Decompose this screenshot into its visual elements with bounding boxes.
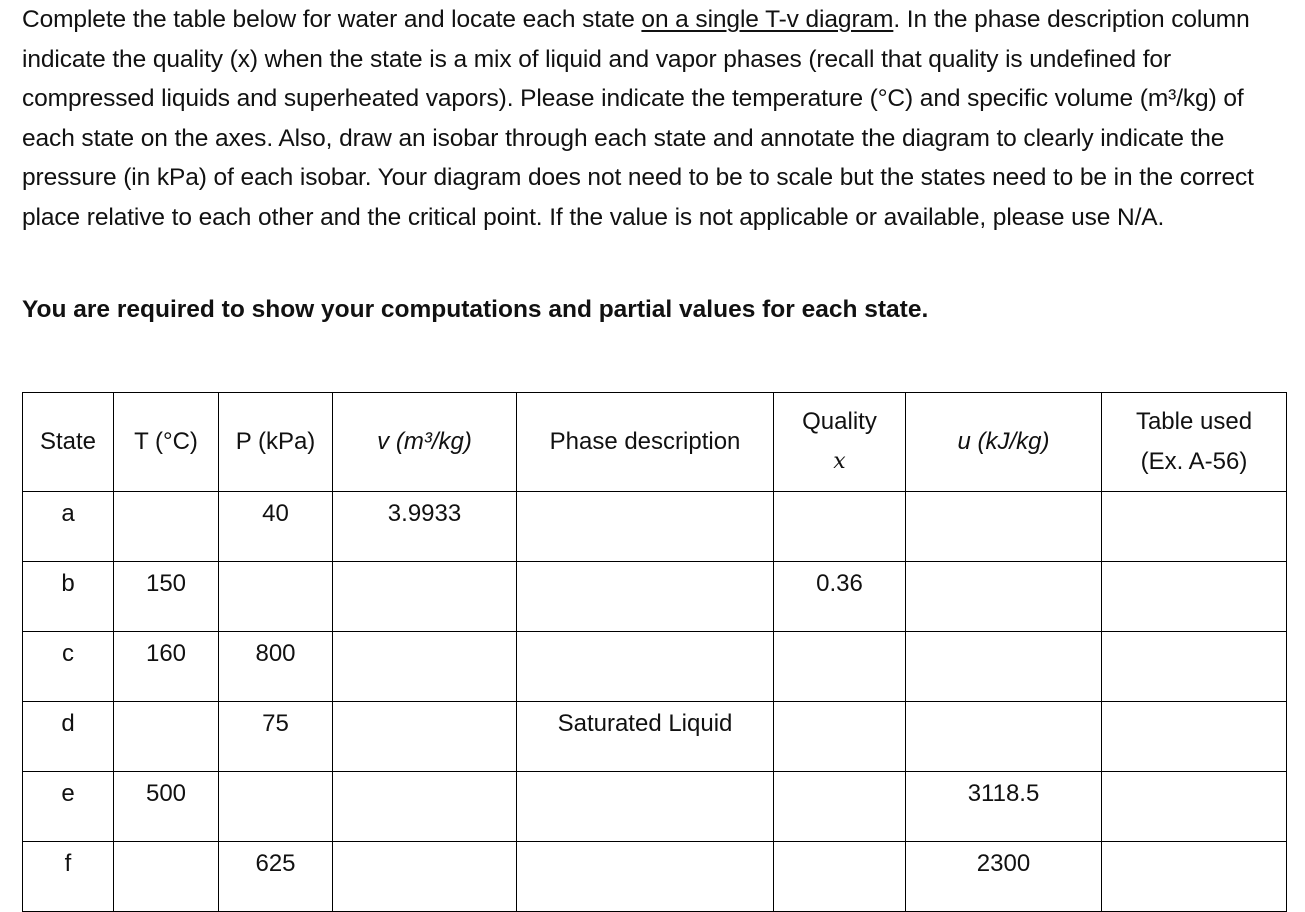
pressure-cell[interactable]: 625 — [219, 842, 333, 912]
quality-cell[interactable] — [774, 842, 906, 912]
table-row — [23, 492, 1287, 562]
quality-cell[interactable] — [774, 632, 906, 702]
table-used-cell[interactable] — [1102, 842, 1287, 912]
pressure-cell[interactable] — [219, 562, 333, 632]
table-used-cell[interactable] — [1102, 562, 1287, 632]
state-table — [22, 392, 1287, 912]
pressure-cell[interactable]: 75 — [219, 702, 333, 772]
internal-energy-cell[interactable]: 3118.5 — [906, 772, 1102, 842]
table-used-cell[interactable] — [1102, 772, 1287, 842]
pressure-cell[interactable]: 40 — [219, 492, 333, 562]
header-state: State — [23, 393, 114, 492]
quality-cell[interactable] — [774, 702, 906, 772]
table-row — [23, 842, 1287, 912]
state-cell: a — [23, 492, 114, 562]
instructions-paragraph — [22, 0, 1292, 237]
specific-volume-cell[interactable] — [333, 562, 517, 632]
header-row — [23, 393, 1287, 492]
internal-energy-cell[interactable] — [906, 492, 1102, 562]
specific-volume-cell[interactable] — [333, 702, 517, 772]
temperature-cell[interactable] — [114, 842, 219, 912]
header-phase: Phase description — [517, 393, 774, 492]
quality-cell[interactable] — [774, 492, 906, 562]
table-row — [23, 772, 1287, 842]
state-cell: d — [23, 702, 114, 772]
internal-energy-cell[interactable] — [906, 632, 1102, 702]
quality-cell[interactable]: 0.36 — [774, 562, 906, 632]
header-pressure: P (kPa) — [219, 393, 333, 492]
state-cell: c — [23, 632, 114, 702]
pressure-cell[interactable] — [219, 772, 333, 842]
specific-volume-cell[interactable]: 3.9933 — [333, 492, 517, 562]
temperature-cell[interactable]: 160 — [114, 632, 219, 702]
header-table-used — [1102, 393, 1287, 492]
temperature-cell[interactable]: 150 — [114, 562, 219, 632]
phase-cell[interactable] — [517, 772, 774, 842]
header-specific-volume — [333, 393, 517, 492]
header-quality-line1: Quality — [802, 408, 877, 435]
state-cell: f — [23, 842, 114, 912]
header-specific-volume-label: v (m³/kg) — [377, 428, 472, 455]
temperature-cell[interactable]: 500 — [114, 772, 219, 842]
quality-cell[interactable] — [774, 772, 906, 842]
specific-volume-cell[interactable] — [333, 632, 517, 702]
table-used-cell[interactable] — [1102, 492, 1287, 562]
phase-cell[interactable] — [517, 492, 774, 562]
instructions-underlined: on a single T-v diagram — [641, 6, 894, 33]
state-cell: b — [23, 562, 114, 632]
temperature-cell[interactable] — [114, 492, 219, 562]
pressure-cell[interactable]: 800 — [219, 632, 333, 702]
header-internal-energy — [906, 393, 1102, 492]
instructions-part1: Complete the table below for water and locate each state — [22, 6, 642, 33]
specific-volume-cell[interactable] — [333, 842, 517, 912]
table-row — [23, 562, 1287, 632]
header-internal-energy-label: u (kJ/kg) — [957, 428, 1050, 455]
temperature-cell[interactable] — [114, 702, 219, 772]
table-used-cell[interactable] — [1102, 632, 1287, 702]
requirement-text: You are required to show your computations and partial values for each state. — [22, 296, 929, 323]
phase-cell[interactable]: Saturated Liquid — [517, 702, 774, 772]
phase-cell[interactable] — [517, 562, 774, 632]
header-table-used-line2: (Ex. A-56) — [1140, 448, 1248, 475]
table-row — [23, 632, 1287, 702]
table-row — [23, 702, 1287, 772]
header-temperature: T (°C) — [114, 393, 219, 492]
instructions-part2: . In the phase description column indicate the quality (x) when the state is a mix of liquid and vapor phases (recall that quality is undefined for compressed liquids and superheated vapors). Please indicate the temperature (°C) and specific volume (m³/kg) of each state on the axes. Also, draw an isobar through each state and annotate the diagram to clearly indicate the pressure (in kPa) of each isobar. Your diagram does not need to be to scale but the states need to be in the correct place relative to each other and the critical point. If the value is not applicable or available, please use N/A. — [22, 6, 1254, 231]
state-cell: e — [23, 772, 114, 842]
header-quality — [774, 393, 906, 492]
phase-cell[interactable] — [517, 842, 774, 912]
table-used-cell[interactable] — [1102, 702, 1287, 772]
specific-volume-cell[interactable] — [333, 772, 517, 842]
header-table-used-line1: Table used — [1135, 408, 1253, 435]
header-quality-line2: x — [833, 449, 846, 474]
internal-energy-cell[interactable]: 2300 — [906, 842, 1102, 912]
phase-cell[interactable] — [517, 632, 774, 702]
internal-energy-cell[interactable] — [906, 702, 1102, 772]
internal-energy-cell[interactable] — [906, 562, 1102, 632]
